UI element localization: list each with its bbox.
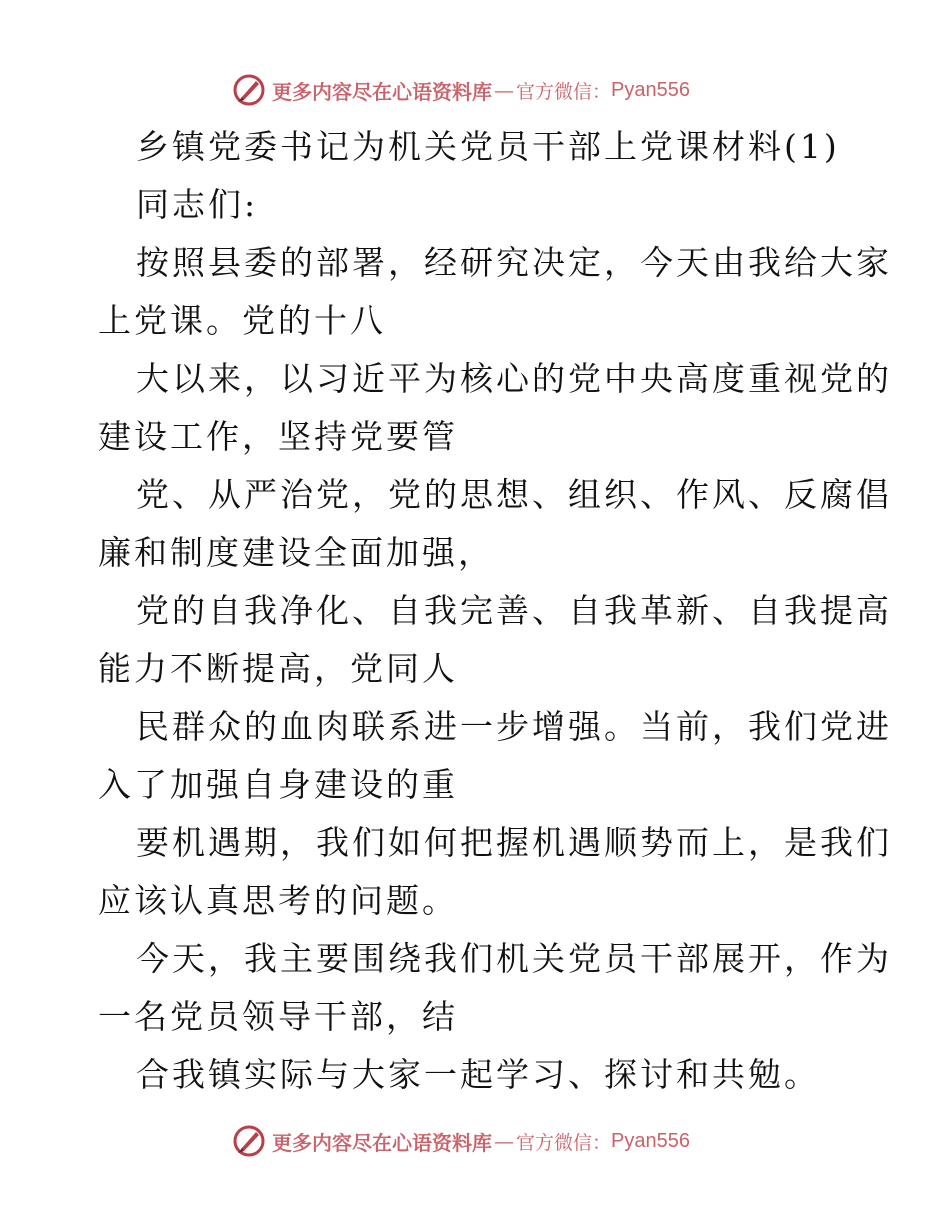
paragraph-line: 要机遇期，我们如何把握机遇顺势而上，是我们 <box>136 823 892 862</box>
watermark-wechat-id: Pyan556 <box>611 1129 690 1152</box>
paragraph-line: 党、从严治党，党的思想、组织、作风、反腐倡 <box>136 475 892 514</box>
watermark-wechat-label: 官方微信： <box>516 1131 612 1154</box>
paragraph-line: 大以来，以习近平为核心的党中央高度重视党的 <box>136 359 892 398</box>
watermark-dash: — <box>494 78 514 102</box>
paragraph-line: 一名党员领导干部，结 <box>98 997 458 1036</box>
paragraph-line: 今天，我主要围绕我们机关党员干部展开，作为 <box>136 939 892 978</box>
paragraph-line: 党的自我净化、自我完善、自我革新、自我提高 <box>136 591 892 630</box>
paragraph-line: 能力不断提高，党同人 <box>98 649 458 688</box>
watermark-dash: — <box>494 1129 514 1153</box>
watermark-wechat-label: 官方微信： <box>516 80 612 103</box>
paragraph-line: 廉和制度建设全面加强， <box>98 533 494 572</box>
paragraph-line: 上党课。党的十八 <box>98 301 386 340</box>
paragraph-line: 民群众的血肉联系进一步增强。当前，我们党进 <box>136 707 892 746</box>
footer-watermark <box>232 1123 690 1159</box>
paragraph-line: 按照县委的部署，经研究决定，今天由我给大家 <box>136 243 892 282</box>
quill-pen-logo-icon <box>232 73 266 107</box>
paragraph-line: 入了加强自身建设的重 <box>98 765 458 804</box>
paragraph-line: 应该认真思考的问题。 <box>98 881 458 920</box>
quill-pen-logo-icon <box>232 1124 266 1158</box>
paragraph-line: 建设工作，坚持党要管 <box>98 417 458 456</box>
watermark-main-text: 更多内容尽在心语资料库 <box>272 1130 492 1155</box>
document-body <box>98 118 892 1104</box>
salutation: 同志们: <box>136 185 259 224</box>
watermark-wechat-id: Pyan556 <box>611 78 690 101</box>
header-watermark <box>232 72 690 108</box>
paragraph-line: 合我镇实际与大家一起学习、探讨和共勉。 <box>136 1055 820 1094</box>
watermark-main-text: 更多内容尽在心语资料库 <box>272 79 492 104</box>
document-title: 乡镇党委书记为机关党员干部上党课材料(1) <box>136 127 840 166</box>
